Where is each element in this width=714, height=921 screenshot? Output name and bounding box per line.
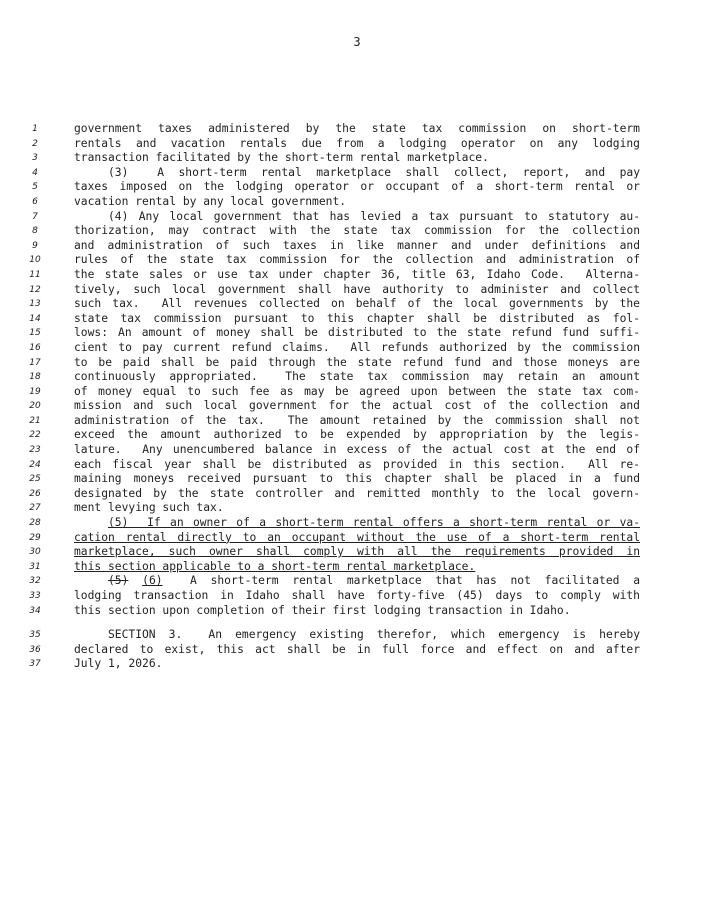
text-line xyxy=(0,516,714,531)
text-line xyxy=(0,443,714,458)
line-text xyxy=(74,428,640,443)
line-text xyxy=(74,385,640,400)
line-text xyxy=(74,195,640,210)
text-line xyxy=(0,487,714,502)
text-line xyxy=(0,137,714,152)
line-text xyxy=(74,122,640,137)
line-text xyxy=(74,560,640,575)
text-segment: rentals and vacation rentals due from a lodging operator on any lodging xyxy=(74,136,640,150)
line-number: 23 xyxy=(29,445,41,456)
text-line xyxy=(0,657,714,672)
line-text xyxy=(74,137,640,152)
line-number: 24 xyxy=(29,459,41,470)
text-segment: administration of the tax. The amount retained by the commission shall not xyxy=(74,413,640,427)
text-segment: (3) A short-term rental marketplace shall collect, report, and pay xyxy=(108,165,640,179)
text-line xyxy=(0,531,714,546)
text-segment: lodging transaction in Idaho shall have forty-five (45) days to comply with xyxy=(74,589,640,602)
line-text xyxy=(74,604,640,619)
text-line xyxy=(0,268,714,283)
line-text xyxy=(74,589,640,604)
text-segment: lows: An amount of money shall be distributed to the state refund fund suffi- xyxy=(74,326,640,340)
text-line xyxy=(0,239,714,254)
line-text xyxy=(74,545,640,560)
text-line xyxy=(0,326,714,341)
text-segment: transaction facilitated by the short-term rental marketplace. xyxy=(74,151,489,165)
text-segment xyxy=(128,574,142,587)
line-number: 20 xyxy=(29,401,41,412)
line-number: 14 xyxy=(29,313,41,324)
line-number: 9 xyxy=(32,240,38,251)
text-segment: taxes imposed on the lodging operator or occupant of a short-term rental or xyxy=(74,180,640,194)
line-number: 13 xyxy=(29,299,41,310)
text-segment: lature. Any unencumbered balance in excess of the actual cost at the end of xyxy=(74,443,640,457)
line-number: 31 xyxy=(29,561,41,572)
text-segment: state tax commission pursuant to this chapter shall be distributed as fol- xyxy=(74,311,640,325)
bill-text xyxy=(0,122,714,672)
line-text xyxy=(74,399,640,414)
text-line xyxy=(0,283,714,298)
line-text xyxy=(74,458,640,473)
text-line xyxy=(0,501,714,516)
line-text xyxy=(74,443,640,458)
line-number: 6 xyxy=(32,196,38,207)
text-segment: ment levying such tax. xyxy=(74,501,224,515)
line-text xyxy=(74,297,640,312)
line-text xyxy=(74,356,640,371)
text-line xyxy=(0,297,714,312)
line-number: 36 xyxy=(29,644,41,655)
line-number: 29 xyxy=(29,532,41,543)
line-number: 1 xyxy=(32,124,38,134)
line-text xyxy=(74,657,640,672)
text-segment: (4) Any local government that has levied a tax pursuant to statutory au- xyxy=(108,209,640,223)
page-number: 3 xyxy=(353,35,361,49)
line-number: 28 xyxy=(29,518,41,529)
text-line xyxy=(0,370,714,385)
text-line xyxy=(0,356,714,371)
text-line xyxy=(0,560,714,575)
text-line xyxy=(0,458,714,473)
line-number: 35 xyxy=(29,630,41,641)
line-number: 32 xyxy=(29,576,41,587)
line-text xyxy=(74,516,640,531)
text-segment: each fiscal year shall be distributed as provided in this section. All re- xyxy=(74,457,640,471)
line-number: 10 xyxy=(29,255,41,266)
text-line xyxy=(0,385,714,400)
line-number: 27 xyxy=(29,503,41,514)
text-segment: continuously appropriated. The state tax commission may retain an amount xyxy=(74,370,640,384)
inserted-text: marketplace, such owner shall comply with all the requirements provided in xyxy=(74,545,640,559)
text-line xyxy=(0,399,714,414)
line-number: 4 xyxy=(32,167,38,178)
line-text xyxy=(74,180,640,195)
line-text xyxy=(74,574,640,589)
line-text xyxy=(74,239,640,254)
text-line xyxy=(0,574,714,589)
text-segment: of money equal to such fee as may be agreed upon between the state tax com- xyxy=(74,384,640,398)
line-number: 18 xyxy=(29,372,41,383)
text-segment: such tax. All revenues collected on behalf of the local governments by the xyxy=(74,297,640,311)
text-segment: cient to pay current refund claims. All refunds authorized by the commission xyxy=(74,340,640,354)
text-line xyxy=(0,341,714,356)
text-segment: this section upon completion of their first lodging transaction in Idaho. xyxy=(74,603,571,617)
line-number: 2 xyxy=(32,138,38,149)
inserted-text: this section applicable to a short-term rental marketplace. xyxy=(74,559,476,573)
text-line xyxy=(0,628,714,643)
inserted-text: cation rental directly to an occupant without the use of a short-term rental xyxy=(74,530,640,544)
line-text xyxy=(74,253,640,268)
text-line xyxy=(0,312,714,327)
line-text xyxy=(74,643,640,658)
line-text xyxy=(74,312,640,327)
line-text xyxy=(74,210,640,225)
line-text xyxy=(74,487,640,502)
line-text xyxy=(74,531,640,546)
text-segment: tively, such local government shall have authority to administer and collect xyxy=(74,282,640,296)
line-number: 17 xyxy=(29,357,41,368)
text-line xyxy=(0,180,714,195)
inserted-text: (6) xyxy=(142,574,163,588)
line-number: 37 xyxy=(29,659,41,670)
text-segment: government taxes administered by the state tax commission on short-term xyxy=(74,122,640,135)
line-text xyxy=(74,268,640,283)
text-line xyxy=(0,604,714,619)
line-number: 33 xyxy=(29,591,41,601)
text-line xyxy=(0,643,714,658)
inserted-text: (5) If an owner of a short-term rental offers a short-term rental or va- xyxy=(108,516,640,530)
line-number: 12 xyxy=(29,284,41,295)
line-text xyxy=(74,501,640,516)
line-number: 25 xyxy=(29,474,41,485)
line-text xyxy=(74,414,640,429)
text-line xyxy=(0,589,714,604)
line-number: 34 xyxy=(29,605,41,616)
text-segment: exceed the amount authorized to be expended by appropriation by the legis- xyxy=(74,428,640,442)
line-number: 21 xyxy=(29,415,41,426)
text-line xyxy=(0,428,714,443)
line-number: 7 xyxy=(32,211,38,222)
text-segment: SECTION 3. An emergency existing therefor, which emergency is hereby xyxy=(108,628,640,642)
text-segment: to be paid shall be paid through the state refund fund and those moneys are xyxy=(74,355,640,369)
text-segment: A short-term rental marketplace that has not facilitated a xyxy=(162,574,641,588)
text-line xyxy=(0,414,714,429)
line-number: 11 xyxy=(29,269,41,280)
text-segment: the state sales or use tax under chapter 36, title 63, Idaho Code. Alterna- xyxy=(74,267,640,281)
text-segment: vacation rental by any local government. xyxy=(74,194,347,208)
text-segment: maining moneys received pursuant to this chapter shall be placed in a fund xyxy=(74,472,640,486)
line-text xyxy=(74,151,640,166)
text-line xyxy=(0,122,714,137)
text-segment: July 1, 2026. xyxy=(74,657,163,671)
deleted-text: (5) xyxy=(108,574,129,588)
line-number: 16 xyxy=(29,342,41,353)
text-line xyxy=(0,224,714,239)
text-segment: designated by the state controller and remitted monthly to the local govern- xyxy=(74,486,640,500)
text-line xyxy=(0,472,714,487)
line-number: 26 xyxy=(29,488,41,499)
line-number: 19 xyxy=(29,386,41,397)
text-line xyxy=(0,210,714,225)
line-number: 22 xyxy=(29,430,41,441)
line-text xyxy=(74,341,640,356)
text-segment: mission and such local government for the actual cost of the collection and xyxy=(74,399,640,413)
text-segment: and administration of such taxes in like manner and under definitions and xyxy=(74,238,640,252)
text-line xyxy=(0,166,714,181)
text-segment: thorization, may contract with the state tax commission for the collection xyxy=(74,224,640,238)
text-line xyxy=(0,151,714,166)
line-number: 3 xyxy=(32,153,38,164)
text-line xyxy=(0,253,714,268)
line-text xyxy=(74,472,640,487)
line-text xyxy=(74,628,640,643)
line-text xyxy=(74,283,640,298)
text-segment: rules of the state tax commission for the collection and administration of xyxy=(74,253,640,267)
line-text xyxy=(74,166,640,181)
text-line xyxy=(0,195,714,210)
line-number: 5 xyxy=(32,182,38,193)
line-number: 8 xyxy=(32,226,38,237)
line-text xyxy=(74,370,640,385)
line-number: 15 xyxy=(29,328,41,339)
text-line xyxy=(0,545,714,560)
line-text xyxy=(74,224,640,239)
text-segment: declared to exist, this act shall be in full force and effect on and after xyxy=(74,642,640,656)
line-text xyxy=(74,326,640,341)
line-number: 30 xyxy=(29,547,41,558)
